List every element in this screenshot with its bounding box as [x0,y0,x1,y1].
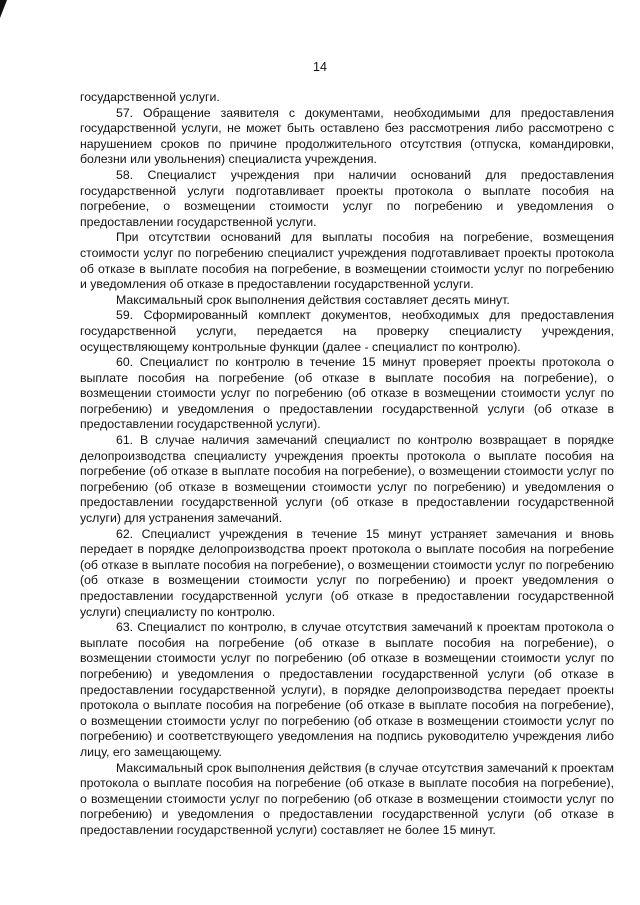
paragraph-continuation: государственной услуги. [80,90,220,104]
paragraph-63-deadline: Максимальный срок выполнения действия (в случае отсутствия замечаний к проектам протокола о выплате пособия на погребение (об отказе в выплате пособия на погребение), о возмещении стоимости услуг по погребению (об отказе в возмещении стоимости услуг по погребению) и уведомления о предоставлении государственной услуги (об отказе в предоставлении государственной услуги) составляет не более 15 минут. [80,760,614,837]
scan-corner-mark [0,0,7,18]
page-number: 14 [313,60,327,74]
paragraph-62: 62. Специалист учреждения в течение 15 минут устраняет замечания и вновь передает в порядке делопроизводства проект протокола о выплате пособия на погребение (об отказе в выплате пособия на погребение), о возмещении стоимости услуг по погребению (об отказе в возмещении стоимости услуг по погребению) и проект уведомления о предоставлении государственной услуги (об отказе в предоставлении государственной услуги) специалисту по контролю. [80,526,614,619]
paragraph-57: 57. Обращение заявителя с документами, необходимыми для предоставления государственной услуги, не может быть оставлено без рассмотрения либо рассмотрено с нарушением сроков по причине продолжительного отсутствия (отпуска, командировки, болезни или увольнения) специалиста учреждения. [80,105,614,167]
paragraph-58-deadline: Максимальный срок выполнения действия составляет десять минут. [116,292,510,307]
paragraph-58: 58. Специалист учреждения при наличии оснований для предоставления государственной услуги подготавливает проекты протокола о выплате пособия на погребение, о возмещении стоимости услуг по погребению и уведомления о предоставлении государственной услуги. [80,167,614,229]
paragraph-58-refusal: При отсутствии оснований для выплаты пособия на погребение, возмещения стоимости услуг по погребению специалист учреждения подготавливает проекты протокола об отказе в выплате пособия на погребение, в возмещении стоимости услуг по погребению и уведомления об отказе в предоставлении государственной услуги. [80,230,614,292]
paragraph-60: 60. Специалист по контролю в течение 15 минут проверяет проекты протокола о выплате пособия на погребение (об отказе в выплате пособия на погребение), о возмещении стоимости услуг по погребению (об отказе в возмещении стоимости услуг по погребению) и уведомления о предоставлении государственной услуги (об отказе в предоставлении государственной услуги). [80,355,614,432]
paragraph-63: 63. Специалист по контролю, в случае отсутствия замечаний к проектам протокола о выплате пособия на погребение (об отказе в выплате пособия на погребение), о возмещении стоимости услуг по погребению (об отказе в возмещении стоимости услуг по погребению) и уведомления о предоставлении государственной услуги (об отказе в предоставлении государственной услуги), в порядке делопроизводства передает проекты протокола о выплате пособия на погребение (об отказе в выплате пособия на погребение), о возмещении стоимости услуг по погребению (об отказе в возмещении стоимости услуг по погребению) и соответствующего уведомления на подпись руководителю учреждения либо лицу, его замещающему. [80,620,614,759]
paragraph-59: 59. Сформированный комплект документов, необходимых для предоставления государственной услуги, передается на проверку специалисту учреждения, осуществляющему контрольные функции (далее - специалист по контролю). [80,308,614,354]
document-body [80,90,614,839]
paragraph-61: 61. В случае наличия замечаний специалист по контролю возвращает в порядке делопроизводства специалисту учреждения проекты протокола о выплате пособия на погребение (об отказе в выплате пособия на погребение), о возмещении стоимости услуг по погребению (об отказе в возмещении стоимости услуг по погребению) и уведомления о предоставлении государственной услуги (об отказе в предоставлении государственной услуги) для устранения замечаний. [80,433,614,526]
